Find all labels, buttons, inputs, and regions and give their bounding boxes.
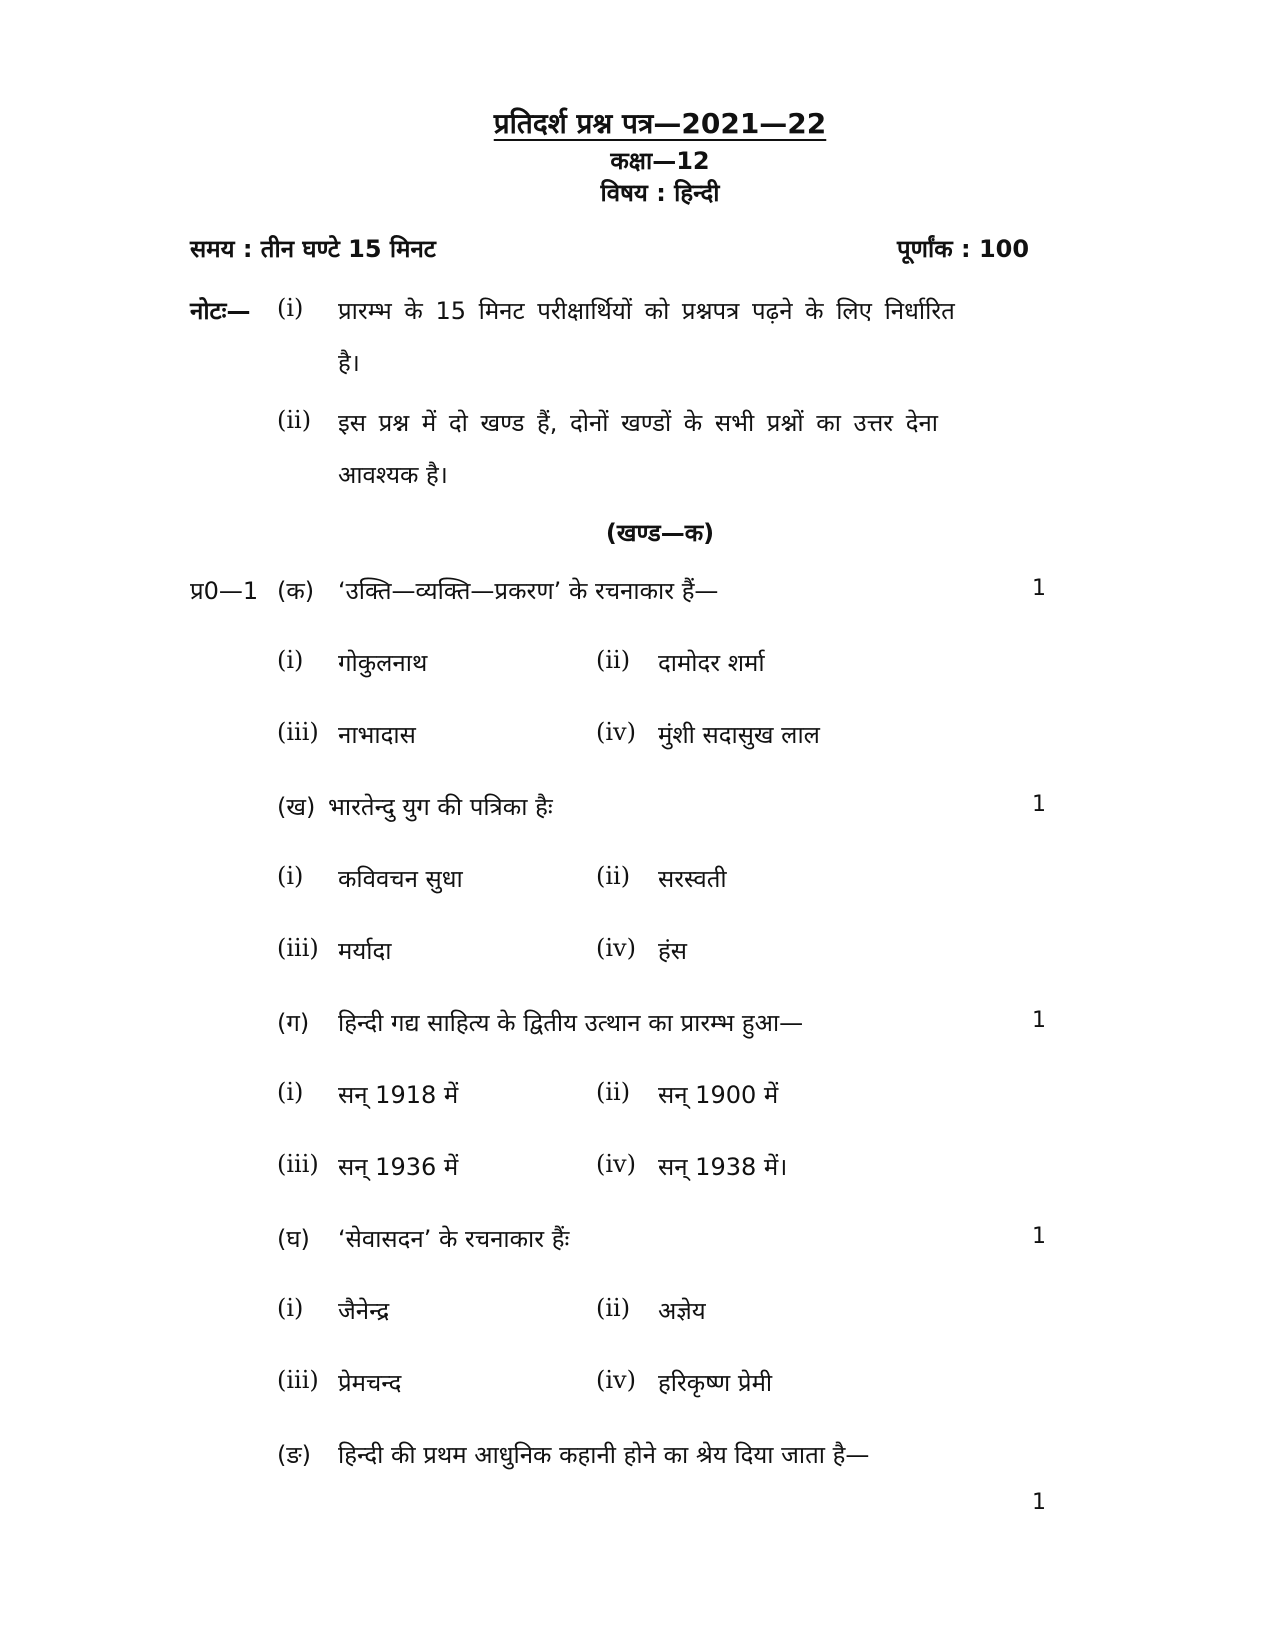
question-label: प्र0—1 <box>190 577 259 605</box>
part-marks: 1 <box>1032 1008 1046 1033</box>
option-number: (ii) <box>596 1294 631 1322</box>
option-number: (iv) <box>596 1366 636 1394</box>
option-number: (ii) <box>596 862 631 890</box>
part-letter: (ग) <box>277 1009 310 1037</box>
paper-title: प्रतिदर्श प्रश्न पत्र—2021—22 <box>493 107 827 140</box>
option-number: (i) <box>277 1078 304 1106</box>
note-number: (i) <box>277 294 304 322</box>
option-text: सन् 1936 में <box>338 1153 459 1181</box>
option-text: हंस <box>658 937 687 965</box>
part-text: हिन्दी गद्य साहित्य के द्वितीय उत्थान का प्रारम्भ हुआ— <box>338 1009 804 1037</box>
option-number: (ii) <box>596 646 631 674</box>
part-marks: 1 <box>1032 576 1046 601</box>
option-text: सन् 1918 में <box>338 1081 459 1109</box>
part-text: भारतेन्दु युग की पत्रिका हैः <box>328 793 553 821</box>
note-label: नोटः— <box>190 297 251 325</box>
option-number: (iv) <box>596 718 636 746</box>
option-number: (ii) <box>596 1078 631 1106</box>
note-text: इस प्रश्न में दो खण्ड हैं, दोनों खण्डों के सभी प्रश्नों का उत्तर देना <box>338 409 939 437</box>
option-text: गोकुलनाथ <box>338 649 428 677</box>
option-number: (i) <box>277 1294 304 1322</box>
option-text: नाभादास <box>338 721 416 749</box>
option-text: प्रेमचन्द <box>338 1369 402 1397</box>
part-marks: 1 <box>1032 1224 1046 1249</box>
time-allowed: समय : तीन घण्टे 15 मिनट <box>190 235 436 263</box>
note-text: प्रारम्भ के 15 मिनट परीक्षार्थियों को प्रश्नपत्र पढ़ने के लिए निर्धारित <box>338 297 955 325</box>
option-text: कविवचन सुधा <box>338 865 463 893</box>
part-text: ‘सेवासदन’ के रचनाकार हैंः <box>338 1225 570 1253</box>
note-text: आवश्यक है। <box>338 461 448 489</box>
option-text: सन् 1900 में <box>658 1081 779 1109</box>
max-marks: पूर्णांक : 100 <box>897 235 1030 263</box>
section-heading: (खण्ड—क) <box>605 519 715 547</box>
part-letter: (क) <box>277 577 315 605</box>
note-text: है। <box>338 349 360 377</box>
part-marks: 1 <box>1032 792 1046 817</box>
class-label: कक्षा—12 <box>610 147 710 175</box>
part-letter: (घ) <box>277 1225 310 1253</box>
option-number: (iii) <box>277 934 319 962</box>
part-marks: 1 <box>1032 1490 1046 1515</box>
option-text: अज्ञेय <box>658 1297 706 1325</box>
part-letter: (ङ) <box>277 1441 312 1469</box>
option-number: (iv) <box>596 1150 636 1178</box>
option-number: (i) <box>277 646 304 674</box>
subject-label: विषय : हिन्दी <box>600 179 720 207</box>
option-text: हरिकृष्ण प्रेमी <box>658 1369 773 1397</box>
option-number: (i) <box>277 862 304 890</box>
part-text: हिन्दी की प्रथम आधुनिक कहानी होने का श्रेय दिया जाता है— <box>338 1441 870 1469</box>
option-text: सरस्वती <box>658 865 727 893</box>
option-text: सन् 1938 में। <box>658 1153 788 1181</box>
option-number: (iii) <box>277 1366 319 1394</box>
part-letter: (ख) <box>277 793 316 821</box>
option-number: (iii) <box>277 1150 319 1178</box>
part-text: ‘उक्ति—व्यक्ति—प्रकरण’ के रचनाकार हैं— <box>338 577 719 605</box>
option-number: (iii) <box>277 718 319 746</box>
note-number: (ii) <box>277 406 312 434</box>
option-text: मर्यादा <box>338 937 392 965</box>
option-number: (iv) <box>596 934 636 962</box>
option-text: जैनेन्द्र <box>338 1297 390 1325</box>
option-text: दामोदर शर्मा <box>658 649 765 677</box>
option-text: मुंशी सदासुख लाल <box>658 721 820 749</box>
